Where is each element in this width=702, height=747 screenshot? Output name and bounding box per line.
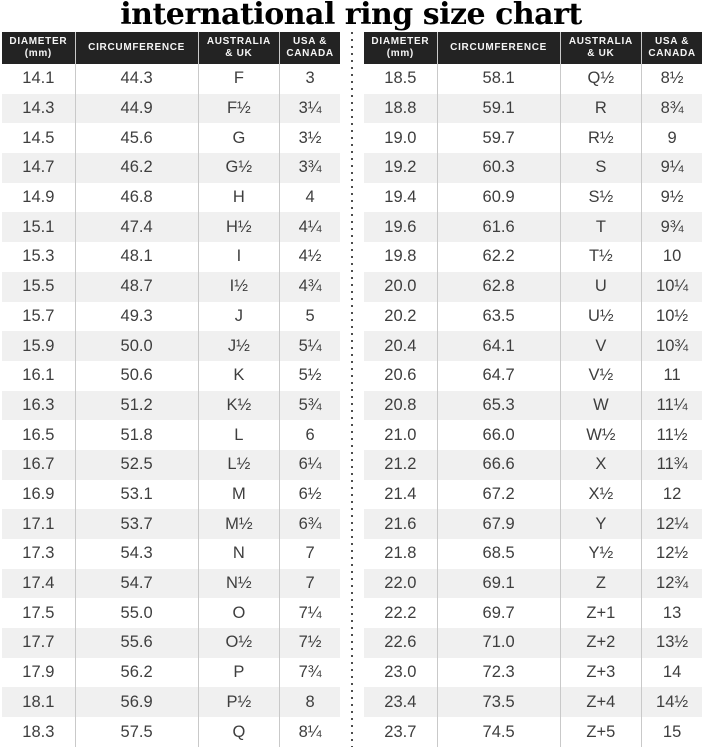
table-row [364, 628, 702, 658]
table-cell: 15 [642, 717, 702, 747]
table-cell: 8¾ [642, 94, 702, 124]
table-cell: 12¾ [642, 569, 702, 599]
table-cell: 18.3 [22, 722, 55, 741]
table-cell: 4 [280, 183, 340, 213]
table-row [364, 539, 702, 569]
table-row [364, 569, 702, 599]
table-row [364, 123, 702, 153]
table-cell: J½ [198, 331, 280, 361]
table-cell: N [198, 539, 280, 569]
table-cell: 21.8 [384, 544, 417, 563]
table-row [364, 212, 702, 242]
table-row [364, 183, 702, 213]
table-cell: 10½ [642, 302, 702, 332]
table-cell: 6¼ [280, 450, 340, 480]
table-cell: 64.7 [437, 361, 560, 391]
ring-size-table-left [2, 32, 340, 747]
table-cell: Q½ [560, 64, 642, 94]
table-cell: 23.0 [384, 663, 417, 682]
table-cell: 15.7 [22, 306, 55, 325]
table-cell: 9¼ [642, 153, 702, 183]
table-cell: 49.3 [75, 302, 198, 332]
table-cell: 11 [642, 361, 702, 391]
table-cell: H½ [198, 212, 280, 242]
table-cell: 44.9 [75, 94, 198, 124]
table-cell: 64.1 [437, 331, 560, 361]
table-cell: 59.1 [437, 94, 560, 124]
table-cell: 65.3 [437, 391, 560, 421]
table-cell: 48.7 [75, 272, 198, 302]
table-cell: 7 [280, 569, 340, 599]
table-cell: 6 [280, 420, 340, 450]
table-cell: Y [560, 509, 642, 539]
table-cell: F½ [198, 94, 280, 124]
table-cell: 10¾ [642, 331, 702, 361]
table-cell: 3¾ [280, 153, 340, 183]
column-header: AUSTRALIA & UK [560, 32, 642, 64]
table-cell: 9 [642, 123, 702, 153]
table-row [364, 94, 702, 124]
table-cell: L [198, 420, 280, 450]
table-row [364, 64, 702, 94]
table-row [364, 331, 702, 361]
table-row [2, 450, 340, 480]
table-cell: 60.9 [437, 183, 560, 213]
table-cell: 14.5 [22, 128, 55, 147]
table-row [364, 420, 702, 450]
table-row [2, 361, 340, 391]
table-cell: 20.0 [384, 277, 417, 296]
table-cell: 7¼ [280, 598, 340, 628]
table-cell: 17.4 [22, 574, 55, 593]
table-cell: 59.7 [437, 123, 560, 153]
table-cell: 47.4 [75, 212, 198, 242]
table-cell: Y½ [560, 539, 642, 569]
table-cell: 57.5 [75, 717, 198, 747]
table-cell: R½ [560, 123, 642, 153]
table-cell: K½ [198, 391, 280, 421]
table-cell: 7¾ [280, 658, 340, 688]
table-cell: 20.8 [384, 395, 417, 414]
table-cell: 4½ [280, 242, 340, 272]
table-row [364, 509, 702, 539]
table-cell: 19.8 [384, 247, 417, 266]
table-row [364, 302, 702, 332]
table-cell: Z [560, 569, 642, 599]
table-cell: 62.8 [437, 272, 560, 302]
table-cell: 22.2 [384, 603, 417, 622]
table-cell: X½ [560, 480, 642, 510]
table-cell: 19.6 [384, 217, 417, 236]
table-cell: 11¾ [642, 450, 702, 480]
table-cell: 22.6 [384, 633, 417, 652]
table-cell: 12½ [642, 539, 702, 569]
table-cell: 45.6 [75, 123, 198, 153]
table-cell: Z+2 [560, 628, 642, 658]
table-cell: 16.9 [22, 484, 55, 503]
table-cell: S [560, 153, 642, 183]
table-cell: 11¼ [642, 391, 702, 421]
table-row [2, 628, 340, 658]
ring-size-chart [0, 32, 702, 747]
column-header: DIAMETER (mm) [2, 32, 75, 64]
table-cell: 20.2 [384, 306, 417, 325]
table-cell: W½ [560, 420, 642, 450]
table-cell: 16.7 [22, 455, 55, 474]
table-cell: 55.0 [75, 598, 198, 628]
table-cell: 21.6 [384, 514, 417, 533]
table-cell: 17.1 [22, 514, 55, 533]
table-cell: 8¼ [280, 717, 340, 747]
column-header: USA & CANADA [642, 32, 702, 64]
table-cell: Z+1 [560, 598, 642, 628]
table-cell: 58.1 [437, 64, 560, 94]
table-cell: 74.5 [437, 717, 560, 747]
table-cell: 16.3 [22, 395, 55, 414]
table-cell: 6¾ [280, 509, 340, 539]
table-cell: 63.5 [437, 302, 560, 332]
table-cell: 52.5 [75, 450, 198, 480]
table-cell: 5¼ [280, 331, 340, 361]
table-cell: 72.3 [437, 658, 560, 688]
table-cell: 16.5 [22, 425, 55, 444]
table-cell: 10¼ [642, 272, 702, 302]
table-cell: 23.4 [384, 692, 417, 711]
table-cell: G½ [198, 153, 280, 183]
table-cell: 3½ [280, 123, 340, 153]
table-cell: 14 [642, 658, 702, 688]
table-cell: Z+5 [560, 717, 642, 747]
table-cell: 10 [642, 242, 702, 272]
table-cell: 20.6 [384, 366, 417, 385]
table-cell: 4¼ [280, 212, 340, 242]
table-cell: 19.2 [384, 158, 417, 177]
table-cell: 15.9 [22, 336, 55, 355]
table-cell: 68.5 [437, 539, 560, 569]
table-cell: 15.3 [22, 247, 55, 266]
table-row [2, 658, 340, 688]
table-cell: 22.0 [384, 574, 417, 593]
table-cell: 66.0 [437, 420, 560, 450]
table-cell: 53.1 [75, 480, 198, 510]
table-cell: 4¾ [280, 272, 340, 302]
table-row [2, 391, 340, 421]
table-cell: F [198, 64, 280, 94]
table-row [364, 450, 702, 480]
dotted-divider-line [351, 32, 353, 747]
table-cell: P [198, 658, 280, 688]
table-cell: U½ [560, 302, 642, 332]
table-cell: 17.5 [22, 603, 55, 622]
table-row [2, 480, 340, 510]
table-row [2, 509, 340, 539]
table-cell: 14.3 [22, 99, 55, 118]
table-row [2, 242, 340, 272]
table-cell: 55.6 [75, 628, 198, 658]
table-cell: 19.4 [384, 188, 417, 207]
table-cell: P½ [198, 687, 280, 717]
table-row [364, 598, 702, 628]
table-row [2, 598, 340, 628]
table-row [364, 272, 702, 302]
table-cell: 56.9 [75, 687, 198, 717]
table-cell: 3 [280, 64, 340, 94]
table-cell: U [560, 272, 642, 302]
table-cell: V [560, 331, 642, 361]
table-cell: Z+3 [560, 658, 642, 688]
table-row [2, 153, 340, 183]
table-row [2, 64, 340, 94]
table-cell: 54.7 [75, 569, 198, 599]
table-cell: M½ [198, 509, 280, 539]
table-cell: 7½ [280, 628, 340, 658]
table-cell: 21.0 [384, 425, 417, 444]
table-cell: 66.6 [437, 450, 560, 480]
table-cell: V½ [560, 361, 642, 391]
table-cell: 6½ [280, 480, 340, 510]
table-cell: 46.8 [75, 183, 198, 213]
table-cell: Q [198, 717, 280, 747]
table-cell: K [198, 361, 280, 391]
table-row [2, 212, 340, 242]
column-header: CIRCUMFERENCE [75, 32, 198, 64]
table-cell: 60.3 [437, 153, 560, 183]
column-header: AUSTRALIA & UK [198, 32, 280, 64]
table-cell: T½ [560, 242, 642, 272]
table-cell: N½ [198, 569, 280, 599]
table-cell: O½ [198, 628, 280, 658]
table-cell: Z+4 [560, 687, 642, 717]
table-row [364, 480, 702, 510]
table-cell: R [560, 94, 642, 124]
table-cell: 44.3 [75, 64, 198, 94]
header-row [364, 32, 702, 64]
table-row [2, 539, 340, 569]
table-cell: 5½ [280, 361, 340, 391]
table-cell: O [198, 598, 280, 628]
table-cell: 56.2 [75, 658, 198, 688]
table-cell: 18.8 [384, 99, 417, 118]
table-cell: G [198, 123, 280, 153]
table-row [2, 717, 340, 747]
table-cell: 9¾ [642, 212, 702, 242]
table-cell: 48.1 [75, 242, 198, 272]
table-cell: 12¼ [642, 509, 702, 539]
table-cell: 61.6 [437, 212, 560, 242]
table-row [2, 302, 340, 332]
table-row [364, 717, 702, 747]
table-cell: 8 [280, 687, 340, 717]
table-row [2, 123, 340, 153]
column-header: CIRCUMFERENCE [437, 32, 560, 64]
table-cell: 51.2 [75, 391, 198, 421]
table-cell: 50.6 [75, 361, 198, 391]
table-row [2, 94, 340, 124]
table-cell: 9½ [642, 183, 702, 213]
table-cell: 18.5 [384, 69, 417, 88]
table-cell: 17.7 [22, 633, 55, 652]
table-cell: 11½ [642, 420, 702, 450]
table-cell: 5¾ [280, 391, 340, 421]
column-header: USA & CANADA [280, 32, 340, 64]
table-cell: X [560, 450, 642, 480]
table-cell: 71.0 [437, 628, 560, 658]
table-cell: S½ [560, 183, 642, 213]
table-cell: 20.4 [384, 336, 417, 355]
table-cell: M [198, 480, 280, 510]
table-cell: 69.1 [437, 569, 560, 599]
table-cell: 19.0 [384, 128, 417, 147]
table-cell: 18.1 [22, 692, 55, 711]
table-cell: 13½ [642, 628, 702, 658]
table-row [364, 391, 702, 421]
table-cell: W [560, 391, 642, 421]
table-cell: 46.2 [75, 153, 198, 183]
table-cell: 14.7 [22, 158, 55, 177]
table-cell: J [198, 302, 280, 332]
dotted-divider [340, 32, 364, 747]
table-cell: 16.1 [22, 366, 55, 385]
table-row [364, 361, 702, 391]
table-cell: 14.9 [22, 188, 55, 207]
page-title: international ring size chart [120, 0, 582, 32]
table-cell: 62.2 [437, 242, 560, 272]
table-cell: L½ [198, 450, 280, 480]
table-cell: I½ [198, 272, 280, 302]
table-cell: 23.7 [384, 722, 417, 741]
table-cell: 17.9 [22, 663, 55, 682]
table-row [2, 420, 340, 450]
header-row [2, 32, 340, 64]
table-row [364, 658, 702, 688]
table-cell: 3¼ [280, 94, 340, 124]
table-cell: 17.3 [22, 544, 55, 563]
table-cell: 50.0 [75, 331, 198, 361]
table-cell: 53.7 [75, 509, 198, 539]
table-row [364, 687, 702, 717]
table-row [2, 331, 340, 361]
table-cell: 15.5 [22, 277, 55, 296]
table-row [2, 687, 340, 717]
table-cell: T [560, 212, 642, 242]
table-cell: 5 [280, 302, 340, 332]
table-cell: 14.1 [22, 69, 55, 88]
table-row [2, 569, 340, 599]
table-cell: 54.3 [75, 539, 198, 569]
ring-size-table-right [364, 32, 702, 747]
table-row [364, 242, 702, 272]
table-cell: 8½ [642, 64, 702, 94]
table-cell: 73.5 [437, 687, 560, 717]
table-cell: 14½ [642, 687, 702, 717]
table-row [2, 183, 340, 213]
table-cell: 7 [280, 539, 340, 569]
table-cell: 51.8 [75, 420, 198, 450]
table-cell: 67.2 [437, 480, 560, 510]
table-cell: 67.9 [437, 509, 560, 539]
table-cell: 21.4 [384, 484, 417, 503]
table-cell: 21.2 [384, 455, 417, 474]
table-cell: 69.7 [437, 598, 560, 628]
table-cell: H [198, 183, 280, 213]
column-header: DIAMETER (mm) [364, 32, 437, 64]
table-row [364, 153, 702, 183]
table-cell: 13 [642, 598, 702, 628]
table-row [2, 272, 340, 302]
table-cell: 12 [642, 480, 702, 510]
table-cell: 15.1 [22, 217, 55, 236]
table-cell: I [198, 242, 280, 272]
